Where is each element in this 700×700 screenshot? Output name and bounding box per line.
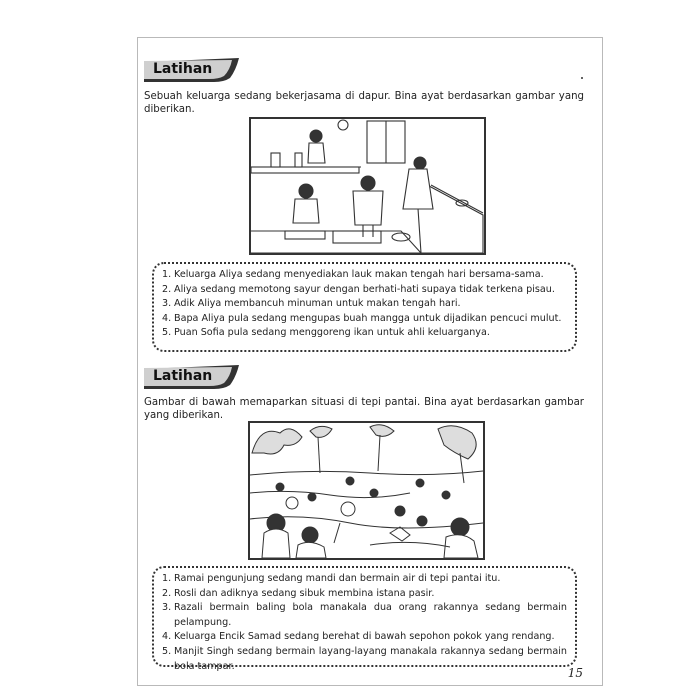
answer-item: 1. Keluarga Aliya sedang menyediakan lauk makan tengah hari bersama-sama. <box>162 269 544 280</box>
speck <box>581 77 583 79</box>
answer-box <box>152 262 577 352</box>
kitchen-family-illustration <box>249 117 486 255</box>
answer-item: 5. Manjit Singh sedang bermain layang-layang manakala rakannya sedang bermain bola tampar. <box>162 645 567 672</box>
answer-item: 3. Razali bermain baling bola manakala dua orang rakannya sedang bermain pelampung. <box>162 602 567 628</box>
section-heading: Latihan <box>153 368 213 384</box>
section-instruction: Gambar di bawah memaparkan situasi di tepi pantai. Bina ayat berdasarkan gambar yang diberikan. <box>144 397 584 421</box>
answer-list <box>162 268 567 341</box>
answer-box <box>152 566 577 672</box>
answer-item: 4. Bapa Aliya pula sedang mengupas buah mangga untuk dijadikan pencuci mulut. <box>162 312 562 324</box>
answer-item: 3. Adik Aliya membancuh minuman untuk makan tengah hari. <box>162 298 461 310</box>
beach-scene-illustration <box>248 421 485 560</box>
answer-item: 5. Puan Sofia pula sedang menggoreng ikan untuk ahli keluarganya. <box>162 327 490 339</box>
section-heading-tab <box>144 365 239 389</box>
answer-item: 1. Ramai pengunjung sedang mandi dan bermain air di tepi pantai itu. <box>162 573 501 584</box>
answer-item: 4. Keluarga Encik Samad sedang berehat di bawah sepohon pokok yang rendang. <box>162 631 555 643</box>
answer-list <box>162 572 567 674</box>
page-number: 15 <box>567 666 583 680</box>
section-heading-tab <box>144 58 239 82</box>
section-instruction: Sebuah keluarga sedang bekerjasama di dapur. Bina ayat berdasarkan gambar yang diberikan. <box>144 91 584 115</box>
answer-item: 2. Rosli dan adiknya sedang sibuk membina istana pasir. <box>162 587 435 599</box>
section-heading: Latihan <box>153 61 213 77</box>
worksheet-page <box>137 37 603 686</box>
answer-item: 2. Aliya sedang memotong sayur dengan berhati-hati supaya tidak terkena pisau. <box>162 283 555 295</box>
